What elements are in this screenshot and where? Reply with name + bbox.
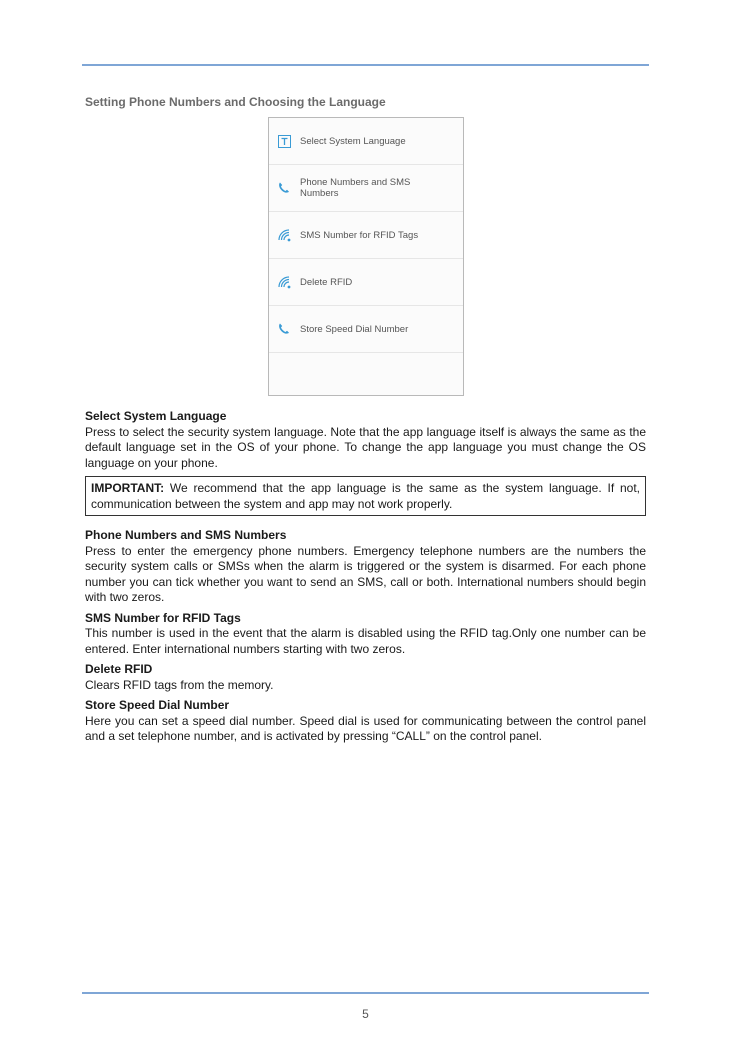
menu-item-phone-numbers[interactable] xyxy=(269,165,463,212)
phone-icon xyxy=(277,181,291,195)
menu-item-label: Store Speed Dial Number xyxy=(300,323,409,335)
paragraph-speed-dial: Here you can set a speed dial number. Speed dial is used for communicating between the control panel and a set telephone number, and is activated by pressing “CALL” on the control panel. xyxy=(85,713,646,743)
paragraph-sms-rfid: This number is used in the event that the alarm is disabled using the RFID tag.Only one number can be entered. Enter international numbers starting with two zeros. xyxy=(85,626,646,656)
menu-item-label: SMS Number for RFID Tags xyxy=(300,229,419,241)
heading-speed-dial: Store Speed Dial Number xyxy=(85,698,230,712)
important-text: We recommend that the app language is the same as the system language. If not, communication between the system and app may not work properly. xyxy=(91,481,640,511)
heading-select-language: Select System Language xyxy=(85,409,227,423)
heading-phone-numbers: Phone Numbers and SMS Numbers xyxy=(85,528,287,542)
heading-sms-rfid: SMS Number for RFID Tags xyxy=(85,610,241,625)
phone-icon xyxy=(277,322,291,336)
section-title: Setting Phone Numbers and Choosing the Language xyxy=(85,95,386,109)
app-menu-screenshot xyxy=(268,117,464,396)
header-rule xyxy=(82,64,649,66)
footer-rule xyxy=(82,992,649,994)
menu-item-select-language[interactable] xyxy=(269,118,463,165)
language-icon xyxy=(277,134,291,148)
menu-item-sms-rfid[interactable] xyxy=(269,212,463,259)
menu-item-label: Phone Numbers and SMS Numbers xyxy=(300,177,411,199)
document-body xyxy=(85,409,646,750)
menu-item-label: Delete RFID xyxy=(300,276,353,288)
menu-item-delete-rfid[interactable] xyxy=(269,259,463,306)
heading-delete-rfid: Delete RFID xyxy=(85,662,153,676)
page-number: 5 xyxy=(362,1007,369,1021)
rfid-icon xyxy=(277,228,291,242)
paragraph-select-language: Press to select the security system language. Note that the app language itself is always the same as the default language set in the OS of your phone. To change the app language you must change the OS language on your phone. xyxy=(85,424,646,470)
important-note xyxy=(85,476,646,516)
menu-item-label: Select System Language xyxy=(300,135,406,147)
paragraph-phone-numbers: Press to enter the emergency phone numbers. Emergency telephone numbers are the numbers the security system calls or SMSs when the alarm is triggered or the system is disarmed. For each phone number you can tick whether you want to send an SMS, call or both. International numbers should begin with two zeros. xyxy=(85,543,646,604)
menu-item-speed-dial[interactable] xyxy=(269,306,463,353)
rfid-icon xyxy=(277,275,291,289)
paragraph-delete-rfid: Clears RFID tags from the memory. xyxy=(85,677,274,692)
important-label: IMPORTANT: xyxy=(91,481,165,495)
